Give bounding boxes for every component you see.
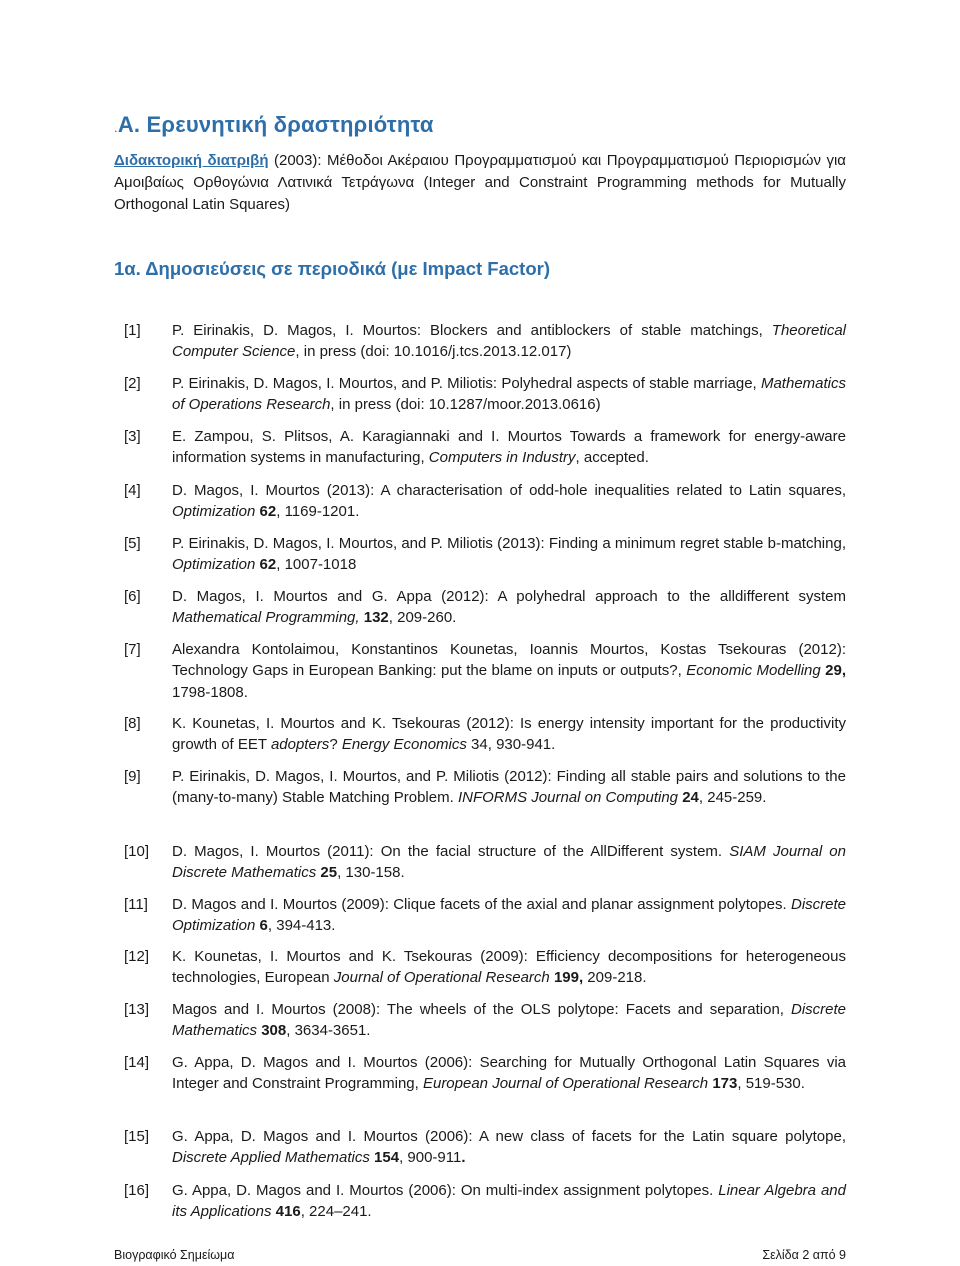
reference-fragment: P. Eirinakis, D. Magos, I. Mourtos: Blockers and antiblockers of stable matchings,	[172, 322, 772, 339]
reference-text	[172, 841, 846, 884]
reference-number: [11]	[124, 896, 148, 913]
reference-fragment: , 1007-1018	[276, 556, 357, 574]
reference-number: [12]	[124, 948, 150, 965]
journal-name: Mathematical Programming,	[172, 609, 360, 627]
reference-number: [3]	[124, 428, 141, 445]
reference-number: [10]	[124, 843, 150, 860]
journal-publications-heading: 1α. Δημοσιεύσεις σε περιοδικά (με Impact Factor)	[114, 258, 550, 279]
reference-fragment: , in press (doi: 10.1016/j.tcs.2013.12.017)	[295, 343, 572, 361]
reference-fragment: , in press (doi: 10.1287/moor.2013.0616)	[330, 396, 601, 414]
reference-fragment: 209-218.	[583, 969, 647, 987]
journal-name: European Journal of Operational Research	[422, 1075, 709, 1093]
reference-text	[172, 1126, 846, 1169]
reference-fragment: , 224–241.	[300, 1203, 372, 1221]
reference-number: [4]	[124, 482, 141, 499]
reference-fragment: , 519-530.	[737, 1075, 805, 1093]
volume-number: 173	[712, 1075, 738, 1093]
thesis-text: (2003): Μέθοδοι Ακέραιου Προγραμματισμού και Προγραμματισμού Περιορισμών για Αμοιβαίως Ορθογώνια Λατινικά Τετράγωνα (Integer and Constraint Programming methods for Mutually Orthogonal Latin Squares)	[114, 152, 846, 213]
journal-name: Discrete Applied Mathematics	[172, 1149, 370, 1167]
volume-number: 416	[275, 1203, 301, 1221]
volume-number: 132	[363, 609, 389, 627]
reference-fragment: D. Magos, I. Mourtos (2011): On the facial structure of the AllDifferent system.	[172, 843, 730, 860]
reference-fragment: 1798-1808.	[172, 683, 248, 701]
section-title: Α. Ερευνητική δραστηριότητα	[117, 112, 434, 137]
reference-fragment: D. Magos, I. Mourtos and G. Appa (2012): A polyhedral approach to the alldifferent system	[172, 588, 846, 605]
reference-text	[172, 1180, 846, 1223]
reference-fragment: , 900-911	[399, 1149, 462, 1167]
reference-text	[172, 639, 846, 703]
reference-number: [1]	[124, 322, 141, 339]
reference-fragment: Alexandra Kontolaimou, Konstantinos Kounetas, Ioannis Mourtos, Kostas Tsekouras (2012): Technology Gaps in European Banking: put the blame on inputs or outputs?,	[172, 641, 846, 680]
volume-number: 62	[259, 556, 277, 574]
reference-number: [14]	[124, 1054, 150, 1071]
journal-name: Journal of Operational Research	[333, 969, 550, 987]
reference-number: [9]	[124, 768, 141, 785]
reference-text	[172, 586, 846, 629]
reference-text	[172, 946, 846, 989]
reference-fragment: 34, 930-941.	[466, 736, 556, 754]
reference-text	[172, 894, 846, 937]
reference-fragment: G. Appa, D. Magos and I. Mourtos (2006): A new class of facets for the Latin square polytope,	[172, 1128, 846, 1145]
journal-name: Linear Algebra and its Applications	[172, 1182, 846, 1221]
volume-number: 199,	[553, 969, 584, 987]
reference-text	[172, 480, 846, 523]
volume-number: 24	[682, 789, 699, 807]
reference-text	[172, 1052, 846, 1095]
reference-number: [8]	[124, 715, 141, 732]
reference-text	[172, 373, 846, 416]
journal-name: Computers in Industry	[428, 449, 576, 467]
reference-fragment: , 245-259.	[698, 789, 767, 807]
reference-fragment: D. Magos, I. Mourtos (2013): A characterisation of odd-hole inequalities related to Latin squares,	[172, 482, 846, 499]
reference-fragment: , 3634-3651.	[286, 1022, 371, 1040]
journal-name: Optimization	[172, 503, 256, 521]
reference-fragment: P. Eirinakis, D. Magos, I. Mourtos, and P. Miliotis (2012): Finding all stable pairs and solutions to the (many-to-many) Stable Matching Problem.	[172, 768, 846, 807]
journal-name: INFORMS Journal on Computing	[457, 789, 679, 807]
reference-number: [5]	[124, 535, 141, 552]
volume-number: 29,	[825, 662, 847, 680]
reference-fragment: G. Appa, D. Magos and I. Mourtos (2006): Searching for Mutually Orthogonal Latin Squares via Integer and Constraint Programming,	[172, 1054, 846, 1093]
journal-name: Theoretical Computer Science	[172, 322, 846, 361]
page-footer	[114, 1248, 846, 1266]
reference-text	[172, 426, 846, 469]
reference-text	[172, 766, 846, 809]
reference-text	[172, 533, 846, 576]
reference-text	[172, 713, 846, 756]
reference-fragment: G. Appa, D. Magos and I. Mourtos (2006): On multi-index assignment polytopes.	[172, 1182, 719, 1199]
reference-fragment: K. Kounetas, I. Mourtos and K. Tsekouras (2009): Efficiency decompositions for heterogeneous technologies, European	[172, 948, 846, 987]
reference-fragment: P. Eirinakis, D. Magos, I. Mourtos, and P. Miliotis: Polyhedral aspects of stable marriage,	[172, 375, 761, 392]
volume-number: 308	[261, 1022, 287, 1040]
journal-name: Mathematics of Operations Research	[172, 375, 846, 414]
journal-name: Energy Economics	[341, 736, 467, 754]
volume-number: 62	[259, 503, 277, 521]
journal-name: Optimization	[172, 556, 256, 574]
reference-number: [7]	[124, 641, 141, 658]
reference-text	[172, 320, 846, 363]
reference-fragment: , accepted.	[575, 449, 649, 467]
reference-fragment: Magos and I. Mourtos (2008): The wheels of the OLS polytope: Facets and separation,	[172, 1001, 791, 1018]
reference-number: [15]	[124, 1128, 150, 1145]
footer-doc-title: Βιογραφικό Σημείωμα	[114, 1248, 235, 1262]
volume-number: 25	[320, 864, 338, 882]
reference-fragment: ?	[329, 736, 342, 754]
journal-name: Economic Modelling	[686, 662, 821, 680]
thesis-label: Διδακτορική διατριβή	[114, 152, 269, 169]
reference-fragment: , 209-260.	[388, 609, 457, 627]
reference-number: [16]	[124, 1182, 150, 1199]
reference-fragment: , 130-158.	[337, 864, 405, 882]
reference-fragment: E. Zampou, S. Plitsos, A. Karagiannaki and I. Mourtos Towards a framework for energy-aware information systems in manufacturing,	[172, 428, 846, 467]
journal-name: SIAM Journal on Discrete Mathematics	[172, 843, 846, 882]
volume-number: .	[461, 1149, 466, 1167]
section-marker: .	[114, 120, 118, 135]
volume-number: 154	[374, 1149, 400, 1167]
reference-fragment: P. Eirinakis, D. Magos, I. Mourtos, and P. Miliotis (2013): Finding a minimum regret stable b-matching,	[172, 535, 846, 552]
reference-fragment: , 394-413.	[267, 917, 336, 935]
reference-fragment: K. Kounetas, I. Mourtos and K. Tsekouras (2012): Is energy intensity important for the productivity growth of EET	[172, 715, 846, 754]
reference-fragment: D. Magos and I. Mourtos (2009): Clique facets of the axial and planar assignment polytopes.	[172, 896, 791, 913]
reference-number: [6]	[124, 588, 141, 605]
journal-name: Discrete Mathematics	[172, 1001, 846, 1040]
journal-name: adopters	[270, 736, 330, 754]
reference-number: [13]	[124, 1001, 150, 1018]
reference-fragment: , 1169-1201.	[276, 503, 360, 521]
journal-name: Discrete Optimization	[172, 896, 846, 935]
volume-number: 6	[259, 917, 268, 935]
reference-text	[172, 999, 846, 1042]
footer-page-number: Σελίδα 2 από 9	[762, 1248, 846, 1262]
reference-number: [2]	[124, 375, 141, 392]
